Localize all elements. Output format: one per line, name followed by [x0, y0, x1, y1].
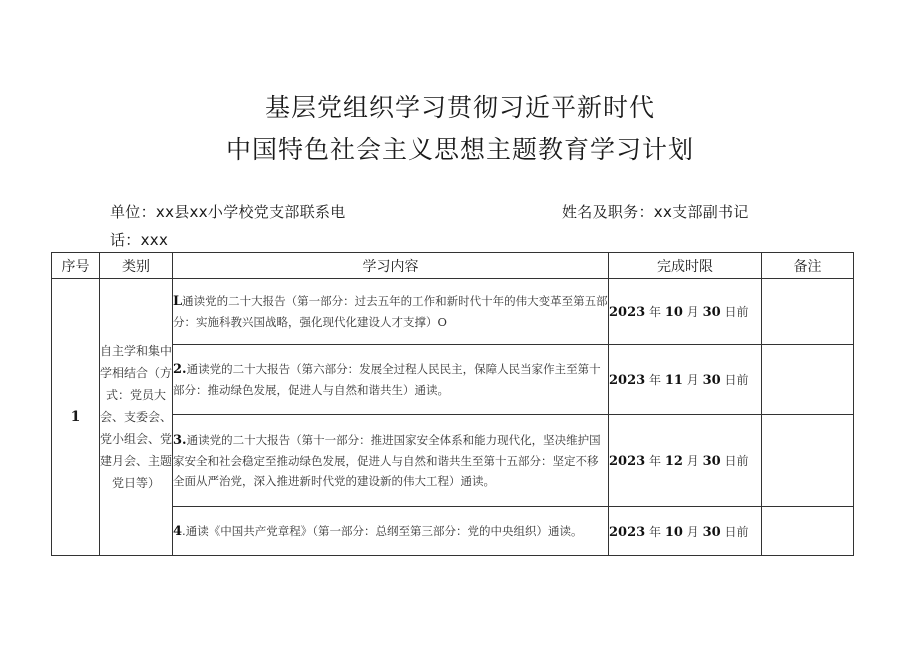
deadline-day: 30 — [702, 524, 721, 540]
header-seq: 序号 — [52, 253, 100, 279]
deadline-year: 2023 — [609, 373, 646, 388]
item-text: 通读党的二十大报告（第十一部分：推进国家安全体系和能力现代化，坚决维护国家安全和社会稳定至推动绿色发展，促进人与自然和谐共生至第十五部分：坚定不移全面从严治党，深入推进新时代党的建设新的伟大工程）通读。 — [173, 433, 601, 488]
document-title-line1: 基层党组织学习贯彻习近平新时代 — [264, 93, 655, 122]
deadline-month: 10 — [664, 524, 683, 540]
deadline-month: 10 — [664, 305, 683, 320]
deadline-month-unit: 月 — [686, 524, 699, 539]
deadline-month: 11 — [664, 373, 683, 388]
deadline-day-suffix: 日前 — [724, 524, 749, 539]
note-cell — [762, 279, 854, 345]
deadline-cell — [609, 415, 762, 507]
deadline-year: 2023 — [609, 524, 646, 540]
deadline-day-suffix: 日前 — [724, 454, 749, 468]
note-cell — [762, 507, 854, 556]
deadline-month: 12 — [664, 454, 683, 469]
deadline-year-unit: 年 — [649, 454, 662, 468]
person-info: 姓名及职务：xx支部副书记 — [562, 203, 749, 221]
unit-info-line1: 单位：xx县xx小学校党支部联系电 — [110, 203, 346, 221]
deadline-day: 30 — [702, 454, 721, 469]
deadline-day-suffix: 日前 — [724, 305, 749, 319]
deadline-year: 2023 — [609, 454, 646, 469]
deadline-day-suffix: 日前 — [724, 373, 749, 387]
deadline-month-unit: 月 — [686, 454, 699, 468]
deadline-day: 30 — [702, 305, 721, 320]
deadline-day: 30 — [702, 373, 721, 388]
header-note: 备注 — [762, 253, 854, 279]
category-cell: 自主学和集中学相结合（方式：党员大会、支委会、党小组会、党建月会、主题党日等） — [100, 279, 173, 556]
item-number: 2. — [173, 362, 187, 377]
deadline-year-unit: 年 — [649, 373, 662, 387]
table-row — [52, 507, 854, 556]
note-cell — [762, 415, 854, 507]
item-number: 4 — [173, 523, 183, 539]
table-header-row — [52, 253, 854, 279]
unit-info-line2: 话：xxx — [110, 231, 169, 249]
deadline-year-unit: 年 — [649, 305, 662, 319]
deadline-cell — [609, 345, 762, 415]
header-category: 类别 — [100, 253, 173, 279]
content-cell — [173, 415, 609, 507]
deadline-month-unit: 月 — [686, 373, 699, 387]
item-number: 3. — [173, 433, 187, 448]
document-title-line2: 中国特色社会主义思想主题教育学习计划 — [225, 135, 694, 164]
item-number: L — [173, 294, 183, 309]
content-cell — [173, 279, 609, 345]
deadline-month-unit: 月 — [686, 305, 699, 319]
content-cell — [173, 345, 609, 415]
item-text: .通读《中国共产党章程》（第一部分：总纲至第三部分：党的中央组织）通读。 — [182, 523, 583, 538]
seq-cell: 1 — [52, 279, 100, 556]
header-content: 学习内容 — [173, 253, 609, 279]
item-text: 通读党的二十大报告（第六部分：发展全过程人民民主，保障人民当家作主至第十部分：推动绿色发展，促进人与自然和谐共生）通读。 — [173, 362, 601, 397]
deadline-cell — [609, 279, 762, 345]
table-row — [52, 279, 854, 345]
header-deadline: 完成时限 — [609, 253, 762, 279]
deadline-year-unit: 年 — [649, 524, 662, 539]
deadline-year: 2023 — [609, 305, 646, 320]
deadline-cell — [609, 507, 762, 556]
study-plan-table — [51, 252, 854, 556]
item-text: 通读党的二十大报告（第一部分：过去五年的工作和新时代十年的伟大变革至第五部分：实施科教兴国战略，强化现代化建设人才支撑）O — [173, 294, 608, 329]
content-cell — [173, 507, 609, 556]
note-cell — [762, 345, 854, 415]
